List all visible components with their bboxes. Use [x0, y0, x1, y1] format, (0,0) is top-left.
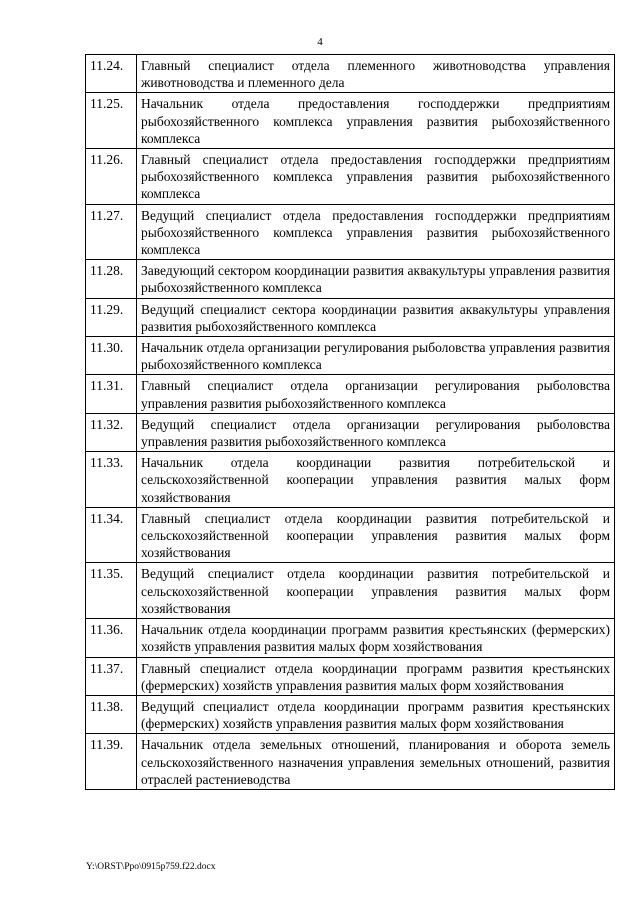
- row-number: 11.35.: [86, 563, 137, 619]
- table-row: [86, 375, 615, 413]
- row-number: 11.37.: [86, 657, 137, 695]
- row-text: Начальник отдела организации регулирования рыболовства управления развития рыбохозяйственного комплекса: [137, 337, 615, 375]
- table-row: [86, 149, 615, 205]
- row-number: 11.24.: [86, 55, 137, 93]
- row-text: Ведущий специалист отдела координации развития потребительской и сельскохозяйственной кооперации управления развития малых форм хозяйствования: [137, 563, 615, 619]
- positions-table: [85, 54, 615, 790]
- row-text: Главный специалист отдела предоставления господдержки предприятиям рыбохозяйственного комплекса управления развития рыбохозяйственного комплекса: [137, 149, 615, 205]
- row-text: Ведущий специалист сектора координации развития аквакультуры управления развития рыбохозяйственного комплекса: [137, 298, 615, 336]
- row-text: Ведущий специалист отдела координации программ развития крестьянских (фермерских) хозяйств управления развития малых форм хозяйствования: [137, 695, 615, 733]
- table-row: [86, 337, 615, 375]
- row-text: Начальник отдела координации программ развития крестьянских (фермерских) хозяйств управления развития малых форм хозяйствования: [137, 619, 615, 657]
- table-row: [86, 695, 615, 733]
- row-text: Главный специалист отдела племенного животноводства управления животноводства и племенного дела: [137, 55, 615, 93]
- row-number: 11.36.: [86, 619, 137, 657]
- row-number: 11.38.: [86, 695, 137, 733]
- row-number: 11.29.: [86, 298, 137, 336]
- row-number: 11.30.: [86, 337, 137, 375]
- row-text: Главный специалист отдела координации развития потребительской и сельскохозяйственной кооперации управления развития малых форм хозяйствования: [137, 507, 615, 563]
- table-row: [86, 298, 615, 336]
- row-number: 11.32.: [86, 413, 137, 451]
- footer-file-path: Y:\ORST\Ppo\0915p759.f22.docx: [86, 862, 216, 872]
- row-text: Начальник отдела земельных отношений, планирования и оборота земель сельскохозяйственного назначения управления земельных отношений, развития отраслей растениеводства: [137, 734, 615, 790]
- table-row: [86, 619, 615, 657]
- row-text: Начальник отдела предоставления господдержки предприятиям рыбохозяйственного комплекса управления развития рыбохозяйственного комплекса: [137, 93, 615, 149]
- table-row: [86, 413, 615, 451]
- row-text: Начальник отдела координации развития потребительской и сельскохозяйственной кооперации управления развития малых форм хозяйствования: [137, 452, 615, 508]
- row-number: 11.28.: [86, 260, 137, 298]
- row-number: 11.34.: [86, 507, 137, 563]
- table-row: [86, 657, 615, 695]
- row-number: 11.31.: [86, 375, 137, 413]
- row-number: 11.33.: [86, 452, 137, 508]
- page-number: 4: [317, 36, 323, 48]
- row-text: Ведущий специалист отдела организации регулирования рыболовства управления развития рыбохозяйственного комплекса: [137, 413, 615, 451]
- table-row: [86, 452, 615, 508]
- table-row: [86, 204, 615, 260]
- row-text: Главный специалист отдела координации программ развития крестьянских (фермерских) хозяйств управления развития малых форм хозяйствования: [137, 657, 615, 695]
- row-number: 11.26.: [86, 149, 137, 205]
- table-row: [86, 260, 615, 298]
- table-row: [86, 93, 615, 149]
- row-text: Главный специалист отдела организации регулирования рыболовства управления развития рыбохозяйственного комплекса: [137, 375, 615, 413]
- row-number: 11.25.: [86, 93, 137, 149]
- table-row: [86, 55, 615, 93]
- table-row: [86, 563, 615, 619]
- table-row: [86, 734, 615, 790]
- row-number: 11.27.: [86, 204, 137, 260]
- table-row: [86, 507, 615, 563]
- row-number: 11.39.: [86, 734, 137, 790]
- row-text: Ведущий специалист отдела предоставления господдержки предприятиям рыбохозяйственного комплекса управления развития рыбохозяйственного комплекса: [137, 204, 615, 260]
- row-text: Заведующий сектором координации развития аквакультуры управления развития рыбохозяйственного комплекса: [137, 260, 615, 298]
